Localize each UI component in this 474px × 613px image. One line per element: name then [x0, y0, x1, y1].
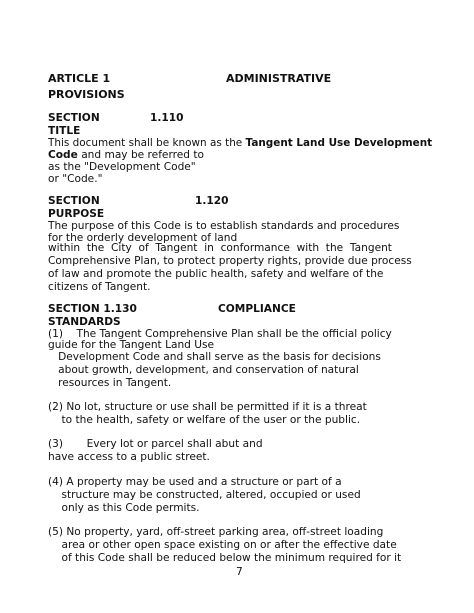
item-5-line: of this Code shall be reduced below the minimum required for it — [48, 552, 402, 564]
item-1-line: guide for the Tangent Land Use — [48, 339, 215, 351]
item-5-line: area or other open space existing on or after the effective date — [48, 539, 397, 551]
item-3-line: have access to a public street. — [48, 451, 210, 463]
item-1-line: (1) The Tangent Comprehensive Plan shall be the official policy — [48, 328, 392, 340]
section-1110-title: TITLE — [48, 125, 81, 137]
page-number: 7 — [236, 566, 243, 578]
purpose-line: citizens of Tangent. — [48, 281, 151, 293]
article-number: ARTICLE 1 — [48, 72, 111, 85]
item-2-line: (2) No lot, structure or use shall be permitted if it is a threat — [48, 401, 367, 413]
item-4-line: (4) A property may be used and a structure or part of a — [48, 476, 342, 488]
article-title-part2: PROVISIONS — [48, 88, 125, 101]
purpose-line: of law and promote the public health, safety and welfare of the — [48, 268, 384, 280]
item-4-line: structure may be constructed, altered, occupied or used — [48, 489, 361, 501]
section-1120-title: PURPOSE — [48, 208, 105, 220]
section-1110-line3: as the "Development Code" — [48, 161, 196, 173]
section-1110-line4: or "Code." — [48, 173, 103, 185]
section-1110-number: 1.110 — [150, 112, 184, 124]
code-word-bold: Code — [48, 149, 78, 161]
line1-text: This document shall be known as the — [48, 137, 246, 149]
article-title-part1: ADMINISTRATIVE — [226, 72, 332, 85]
purpose-line: Comprehensive Plan, to protect property rights, provide due process — [48, 255, 412, 267]
item-1-line: about growth, development, and conservation of natural — [48, 364, 359, 376]
item-1-line: Development Code and shall serve as the basis for decisions — [48, 351, 381, 363]
item-5-line: (5) No property, yard, off-street parking area, off-street loading — [48, 526, 384, 538]
section-1130-label: SECTION 1.130 — [48, 303, 137, 315]
item-4-line: only as this Code permits. — [48, 502, 200, 514]
item-2-line: to the health, safety or welfare of the user or the public. — [48, 414, 361, 426]
section-1130-title-part2: STANDARDS — [48, 316, 121, 328]
section-1130-title-part1: COMPLIANCE — [218, 303, 296, 315]
code-name-bold: Tangent Land Use Development — [245, 137, 433, 149]
purpose-line: The purpose of this Code is to establish standards and procedures — [48, 220, 400, 232]
line2-text: and may be referred to — [77, 149, 204, 161]
item-3-line: (3) Every lot or parcel shall abut and — [48, 438, 263, 450]
purpose-line: for the orderly development of land — [48, 232, 238, 244]
purpose-line: within the City of Tangent in conformance with the Tangent — [48, 242, 392, 254]
section-1120-label: SECTION — [48, 195, 100, 207]
section-1110-label: SECTION — [48, 112, 100, 124]
item-1-line: resources in Tangent. — [48, 377, 172, 389]
section-1120-number: 1.120 — [195, 195, 229, 207]
